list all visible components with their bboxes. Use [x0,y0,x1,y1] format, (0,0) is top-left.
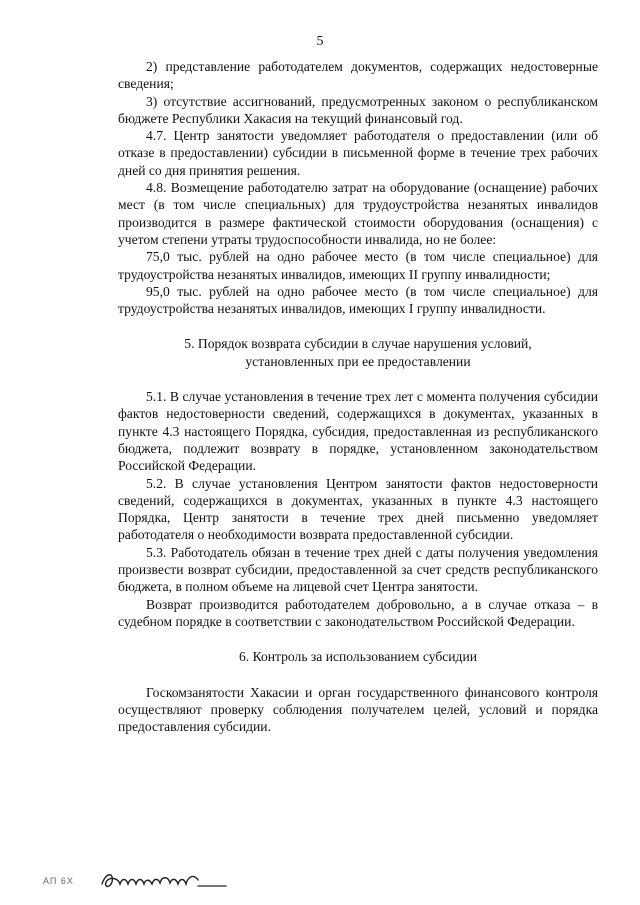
paragraph-5-2: 5.2. В случае установления Центром занятости фактов недостоверности сведений, содержащихся в документах, указанных в пункте 4.3 настоящего Порядка, Центр занятости в течение трех дней письменно уведомляет работодателя о необходимости возврата предоставленной субсидии. [118,475,598,543]
document-body [118,58,598,735]
footer-code: АП 6Х [43,876,74,886]
handwritten-signature [98,866,228,894]
list-item: 3) отсутствие ассигнований, предусмотренных законом о республиканском бюджете Республики Хакасия на текущий финансовый год. [118,93,598,126]
paragraph-5-1: 5.1. В случае установления в течение трех лет с момента получения субсидии фактов недостоверности сведений, содержащихся в документах, указанных в пункте 4.3 настоящего Порядка, субсидия, предоставленная из республиканского бюджета, подлежит возврату в порядке, установленном законодательством Российской Федерации. [118,389,598,474]
list-item: 2) представление работодателем документов, содержащих недостоверные сведения; [118,59,598,92]
paragraph-5-3: 5.3. Работодатель обязан в течение трех дней с даты получения уведомления произвести возврат субсидии, предоставленной за счет средств республиканского бюджета, в полном объеме на лицевой счет Центра занятости. [118,544,598,595]
paragraph-refund: Возврат производится работодателем добровольно, а в случае отказа – в судебном порядке в соответствии с законодательством Российской Федерации. [118,596,598,629]
page-number: 5 [316,34,324,49]
section-5-title-line1: 5. Порядок возврата субсидии в случае нарушения условий, [184,336,532,352]
limit-group-1: 95,0 тыс. рублей на одно рабочее место (в том числе специальное) для трудоустройства незанятых инвалидов, имеющих I группу инвалидности. [118,283,598,317]
section-5-title-line2: установленных при ее предоставлении [245,353,471,369]
section-6-title: 6. Контроль за использованием субсидии [238,649,478,665]
limit-group-2: 75,0 тыс. рублей на одно рабочее место (в том числе специальное) для трудоустройства незанятых инвалидов, имеющих II группу инвалидности; [118,249,598,282]
paragraph-6: Госкомзанятости Хакасии и орган государственного финансового контроля осуществляют проверку соблюдения получателем целей, условий и порядка предоставления субсидии. [118,684,598,735]
paragraph-4-8: 4.8. Возмещение работодателю затрат на оборудование (оснащение) рабочих мест (в том числе специальных) для трудоустройства незанятых инвалидов производится в размере фактической стоимости оборудования (оснащения) с учетом степени утраты трудоспособности инвалида, но не более: [118,180,598,247]
paragraph-4-7: 4.7. Центр занятости уведомляет работодателя о предоставлении (или об отказе в предоставлении) субсидии в письменной форме в течение трех рабочих дней со дня принятия решения. [118,128,598,178]
